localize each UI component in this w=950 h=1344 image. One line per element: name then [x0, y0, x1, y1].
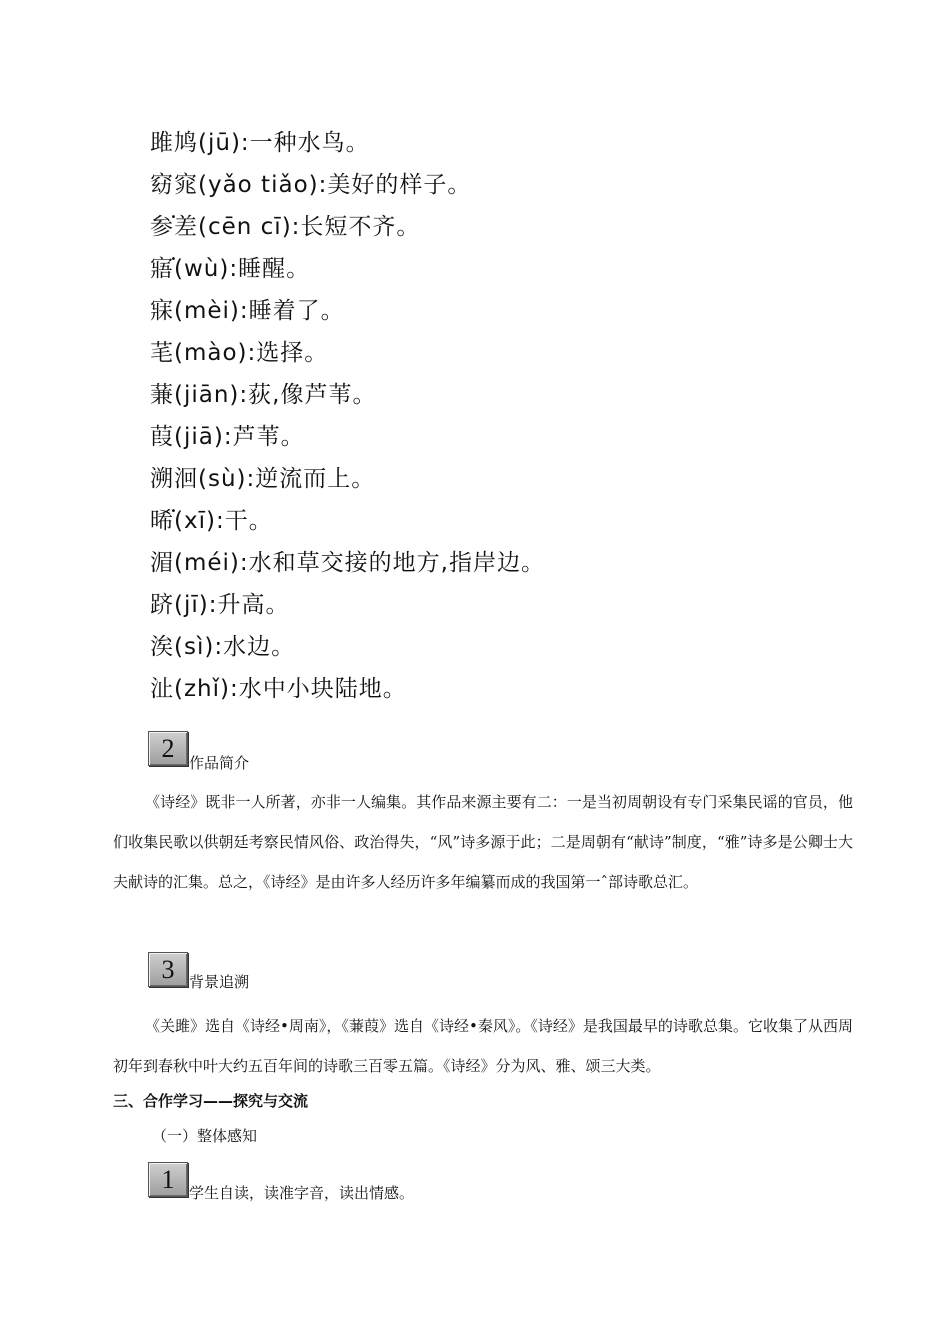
vocab-item: [150, 290, 545, 332]
vocab-pinyin: (xī): [174, 508, 216, 534]
step-text: 学生自读，读准字音，读出情感。: [189, 1184, 415, 1202]
vocab-item: [150, 332, 545, 374]
vocab-pinyin: (wù): [174, 256, 230, 282]
background-text: 《关雎》选自《诗经•周南》，《蒹葭》选自《诗经•秦风》。《诗经》是我国最早的诗歌总集。它收集了从西周初年到春秋中叶大约五百年间的诗歌三百零五篇。《诗经》分为风、雅、颂三大类。: [113, 1017, 853, 1075]
vocab-word: 寐: [150, 298, 174, 324]
vocab-pinyin: (sù): [198, 466, 247, 492]
vocab-pinyin: (sì): [174, 634, 215, 660]
vocab-pinyin: (jī): [174, 592, 209, 618]
section-number-badge: 2: [148, 731, 188, 766]
vocab-item: [150, 542, 545, 584]
vocab-item: [150, 206, 545, 248]
section-title: 背景追溯: [189, 973, 250, 991]
vocab-pinyin: (cēn cī): [198, 214, 292, 240]
vocab-meaning: :睡醒。: [229, 256, 311, 282]
section-number-badge: 3: [148, 952, 188, 987]
vocab-pinyin: (yǎo tiǎo): [198, 172, 319, 198]
vocab-word: 参差: [150, 214, 198, 240]
vocab-word: 蒹: [150, 382, 174, 408]
intro-text: 《诗经》既非一人所著，亦非一人编集。其作品来源主要有二：一是当初周朝设有专门采集民谣的官员，他们收集民歌以供朝廷考察民情风俗、政治得失，“风”诗多源于此；二是周朝有“献诗”制度，“雅”诗多是公卿士大夫献诗的汇集。总之，《诗经》是由许多人经历许多年编纂而成的我国第一ˆ部诗歌总汇。: [113, 793, 853, 891]
vocab-word: 溯洄: [150, 466, 198, 492]
vocab-word: 雎鸠: [150, 130, 198, 156]
vocab-meaning: :睡着了。: [239, 298, 345, 324]
vocab-pinyin: (mào): [174, 340, 248, 366]
section-heading: 三、合作学习——探究与交流: [113, 1092, 309, 1110]
vocab-pinyin: (jiā): [174, 424, 224, 450]
vocab-meaning: :长短不齐。: [291, 214, 421, 240]
vocab-word: 寤: [150, 256, 174, 282]
vocab-item: [150, 668, 545, 710]
vocab-meaning: :水中小块陆地。: [230, 676, 407, 702]
vocab-item: [150, 374, 545, 416]
vocab-pinyin: (méi): [174, 550, 240, 576]
vocabulary-list: [150, 122, 545, 710]
vocab-pinyin: (jiān): [174, 382, 240, 408]
vocab-item: [150, 584, 545, 626]
vocab-item: [150, 164, 545, 206]
vocab-meaning: :升高。: [208, 592, 290, 618]
vocab-word: 沚: [150, 676, 174, 702]
vocab-pinyin: (jū): [198, 130, 241, 156]
vocab-word: 葭: [150, 424, 174, 450]
vocab-meaning: :荻,像芦苇。: [239, 382, 377, 408]
vocab-word: 晞: [150, 508, 174, 534]
vocab-item: [150, 122, 545, 164]
vocab-meaning: :逆流而上。: [246, 466, 376, 492]
vocab-pinyin: (mèi): [174, 298, 240, 324]
background-paragraph: [113, 1006, 853, 1086]
vocab-word: 跻: [150, 592, 174, 618]
vocab-meaning: :选择。: [247, 340, 329, 366]
vocab-meaning: :干。: [215, 508, 273, 534]
vocab-meaning: :美好的样子。: [318, 172, 472, 198]
vocab-meaning: :一种水鸟。: [240, 130, 370, 156]
vocab-item: [150, 626, 545, 668]
vocab-meaning: :水和草交接的地方,指岸边。: [239, 550, 545, 576]
vocab-item: [150, 500, 545, 542]
vocab-word: 湄: [150, 550, 174, 576]
vocab-item: [150, 458, 545, 500]
vocab-pinyin: (zhǐ): [174, 676, 230, 702]
vocab-meaning: :水边。: [214, 634, 296, 660]
vocab-word: 芼: [150, 340, 174, 366]
vocab-word: 涘: [150, 634, 174, 660]
subsection-heading: （一）整体感知: [152, 1127, 258, 1145]
vocab-word: 窈窕: [150, 172, 198, 198]
vocab-item: [150, 416, 545, 458]
intro-paragraph: [113, 782, 853, 902]
step-number-badge: 1: [148, 1162, 188, 1197]
vocab-meaning: :芦苇。: [223, 424, 305, 450]
section-title: 作品简介: [189, 754, 250, 772]
vocab-item: [150, 248, 545, 290]
